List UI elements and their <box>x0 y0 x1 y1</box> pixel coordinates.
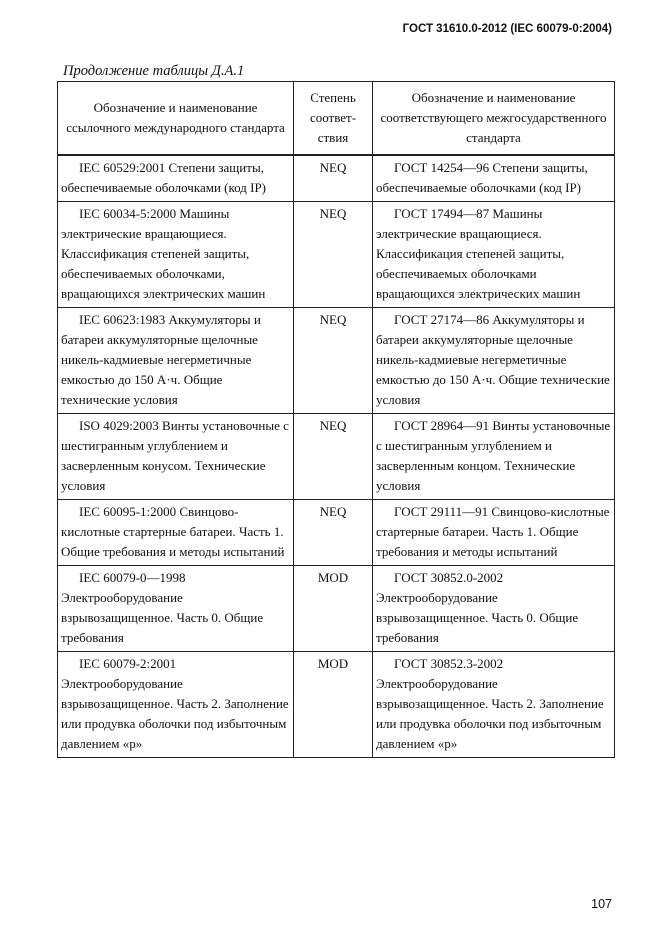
table-row <box>58 652 615 758</box>
degree-cell: NEQ <box>294 202 373 308</box>
page-number: 107 <box>591 897 612 911</box>
interstate-standard-cell: ГОСТ 17494—87 Машины электрические вращающиеся. Классификация степеней защиты, обеспечиваемых оболочками вращающихся электрических машин <box>373 202 615 308</box>
interstate-standard-cell: ГОСТ 28964—91 Винты установочные с шестигранным углублением и засверленным концом. Технические условия <box>373 414 615 500</box>
international-standard-cell: IEC 60623:1983 Аккумуляторы и батареи аккумуляторные щелочные никель-кадмиевые негерметичные емкостью до 150 А·ч. Общие технические условия <box>58 308 294 414</box>
table-row <box>58 155 615 202</box>
document-header: ГОСТ 31610.0-2012 (IEC 60079-0:2004) <box>402 23 612 35</box>
international-standard-cell: IEC 60529:2001 Степени защиты, обеспечиваемые оболочками (код IP) <box>58 155 294 202</box>
interstate-standard-cell: ГОСТ 27174—86 Аккумуляторы и батареи аккумуляторные щелочные никель-кадмиевые негерметичные емкостью до 150 А·ч. Общие технические условия <box>373 308 615 414</box>
header-international-standard: Обозначение и наименование ссылочного международного стандарта <box>58 82 294 156</box>
table-row <box>58 202 615 308</box>
table-header-row <box>58 82 615 156</box>
interstate-standard-cell: ГОСТ 14254—96 Степени защиты, обеспечиваемые оболочками (код IP) <box>373 155 615 202</box>
table-row <box>58 500 615 566</box>
international-standard-cell: ISO 4029:2003 Винты установочные с шестигранным углублением и засверленным конусом. Технические условия <box>58 414 294 500</box>
interstate-standard-cell: ГОСТ 30852.0-2002 Электрооборудование взрывозащищенное. Часть 0. Общие требования <box>373 566 615 652</box>
interstate-standard-cell: ГОСТ 29111—91 Свинцово-кислотные стартерные батареи. Часть 1. Общие требования и методы испытаний <box>373 500 615 566</box>
degree-cell: NEQ <box>294 308 373 414</box>
header-interstate-standard: Обозначение и наименование соответствующего межгосударственного стандарта <box>373 82 615 156</box>
header-degree-of-conformity: Степень соответ-ствия <box>294 82 373 156</box>
table-row <box>58 566 615 652</box>
international-standard-cell: IEC 60079-0—1998 Электрооборудование взрывозащищенное. Часть 0. Общие требования <box>58 566 294 652</box>
table-row <box>58 308 615 414</box>
interstate-standard-cell: ГОСТ 30852.3-2002 Электрооборудование взрывозащищенное. Часть 2. Заполнение или продувка оболочки под избыточным давлением «р» <box>373 652 615 758</box>
international-standard-cell: IEC 60079-2:2001 Электрооборудование взрывозащищенное. Часть 2. Заполнение или продувка оболочки под избыточным давлением «р» <box>58 652 294 758</box>
international-standard-cell: IEC 60034-5:2000 Машины электрические вращающиеся. Классификация степеней защиты, обеспечиваемых оболочками, вращающихся электрических машин <box>58 202 294 308</box>
degree-cell: MOD <box>294 566 373 652</box>
table-row <box>58 414 615 500</box>
international-standard-cell: IEC 60095-1:2000 Свинцово-кислотные стартерные батареи. Часть 1. Общие требования и методы испытаний <box>58 500 294 566</box>
degree-cell: NEQ <box>294 414 373 500</box>
degree-cell: NEQ <box>294 500 373 566</box>
degree-cell: MOD <box>294 652 373 758</box>
standards-table <box>57 81 615 758</box>
degree-cell: NEQ <box>294 155 373 202</box>
table-caption: Продолжение таблицы Д.А.1 <box>63 63 245 79</box>
